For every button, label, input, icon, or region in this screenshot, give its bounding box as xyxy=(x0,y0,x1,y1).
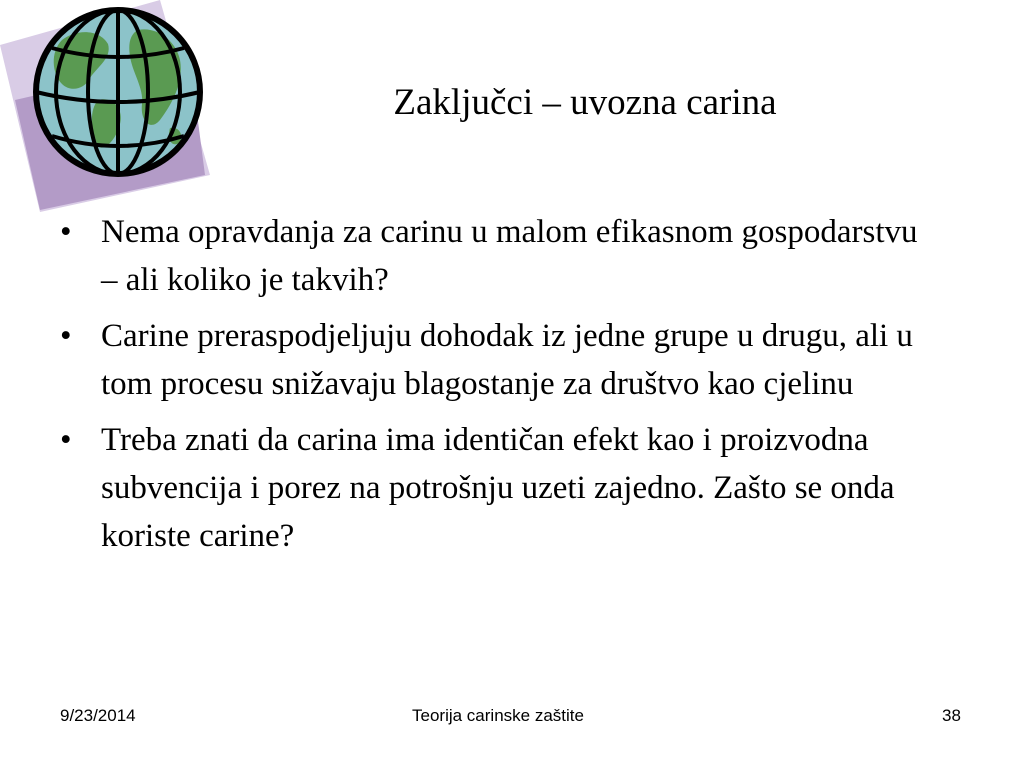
bullet-symbol: • xyxy=(60,422,72,458)
bullet-item xyxy=(58,312,918,408)
bullet-text: Nema opravdanja za carinu u malom efikasnom gospodarstvu – ali koliko je takvih? xyxy=(101,214,918,298)
bullet-item xyxy=(58,208,918,304)
bullet-list xyxy=(58,208,918,568)
slide-title: Zaključci – uvozna carina xyxy=(393,82,777,123)
bullet-text: Treba znati da carina ima identičan efekt kao i proizvodna subvencija i porez na potrošnju uzeti zajedno. Zašto se onda koriste carine? xyxy=(101,422,895,554)
page-number: 38 xyxy=(942,706,961,725)
footer-date: 9/23/2014 xyxy=(60,706,136,725)
bullet-item xyxy=(58,416,918,560)
bullet-symbol: • xyxy=(60,214,72,250)
bullet-symbol: • xyxy=(60,318,72,354)
footer-title: Teorija carinske zaštite xyxy=(412,706,584,725)
bullet-text: Carine preraspodjeljuju dohodak iz jedne grupe u drugu, ali u tom procesu snižavaju blagostanje za društvo kao cjelinu xyxy=(101,318,913,402)
globe-icon xyxy=(0,0,215,215)
